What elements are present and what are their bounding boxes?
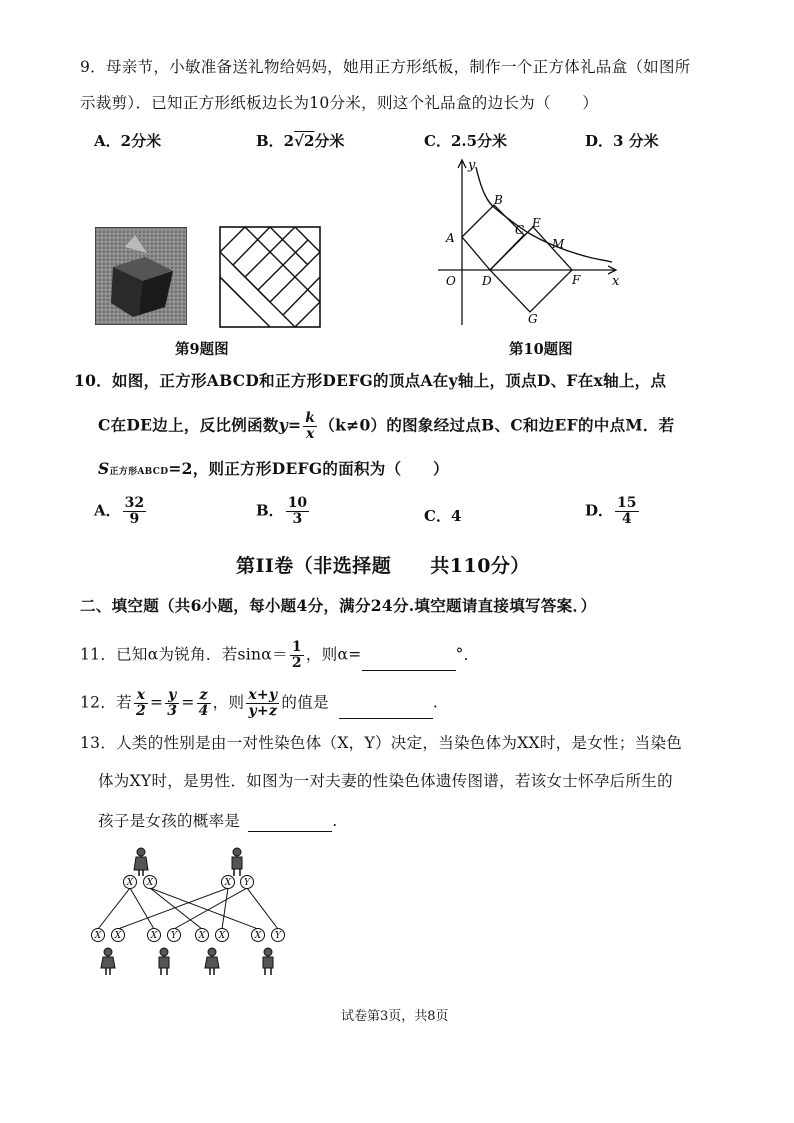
q11-mid: ，则α= <box>305 645 362 664</box>
q9-option-d: D．3 分米 <box>585 132 659 150</box>
girl-figure-1 <box>101 948 115 975</box>
q11-frac <box>290 640 304 671</box>
q12-end: . <box>432 693 439 712</box>
q12-frac-2-num: y <box>165 688 179 704</box>
q11-num: 1 <box>291 639 302 655</box>
q9-option-c: C．2.5分米 <box>424 132 508 150</box>
q10-option-c: C．4 <box>424 507 462 525</box>
mother-chromosome-2-label: X <box>146 878 154 888</box>
q10-k: k <box>305 410 316 426</box>
child-chromosome-8-label: Y <box>275 931 281 941</box>
q10-s: S <box>98 459 110 478</box>
q11-answer-blank[interactable] <box>362 654 456 671</box>
q12-frac-2-den: 3 <box>167 703 178 719</box>
child-chromosome-4-label: Y <box>171 931 177 941</box>
father-chromosome-2-label: Y <box>244 878 250 888</box>
q12-frac-1-num: x <box>134 688 148 704</box>
label-c: C <box>515 223 525 237</box>
q12-answer-blank[interactable] <box>339 702 433 719</box>
label-o: O <box>446 274 456 288</box>
q10-option-a-frac <box>123 496 146 527</box>
page-footer: 试卷第3页，共8页 <box>341 1009 449 1024</box>
girl-figure-2 <box>205 948 219 975</box>
child-chromosome-6-label: X <box>218 931 226 941</box>
father-figure <box>232 848 242 876</box>
q10-option-b-label: B． <box>256 501 284 520</box>
q13-answer-blank[interactable] <box>248 815 332 832</box>
q12 <box>80 688 438 719</box>
q10-line-2b: （k≠0）的图象经过点B、C和边EF的中点M．若 <box>319 415 675 435</box>
label-g: G <box>528 312 538 326</box>
q9-line-2: 示裁剪）．已知正方形纸板边长为10分米，则这个礼品盒的边长为（ ） <box>80 94 599 112</box>
q9-option-b <box>256 130 344 151</box>
q13-line-2: 体为XY时，是男性．如图为一对夫妻的性染色体遗传图谱，若该女士怀孕后所生的 <box>98 772 673 790</box>
q10-option-d-frac <box>615 496 638 527</box>
mother-chromosome-1-label: X <box>126 878 134 888</box>
q9-figure-caption: 第9题图 <box>175 341 229 358</box>
q11-prefix: 11．已知α为锐角．若sinα＝ <box>80 645 288 664</box>
q12-frac-4-num: x+y <box>248 687 278 703</box>
q12-prefix: 12．若 <box>80 693 132 712</box>
label-d: D <box>482 274 492 288</box>
child-chromosome-2-label: X <box>114 931 122 941</box>
q9-option-a: A．2分米 <box>94 132 162 150</box>
q9-line-1: 9．母亲节，小敏准备送礼物给妈妈，她用正方形纸板，制作一个正方体礼品盒（如图所 <box>80 58 691 76</box>
q12-frac-4 <box>246 688 279 719</box>
q10-y-eq: y= <box>278 415 302 435</box>
q10-s-subscript: 正方形ABCD <box>109 467 169 477</box>
q9-option-b-prefix: B．2 <box>256 132 295 150</box>
q10-line-3-rest: =2，则正方形DEFG的面积为（ ） <box>168 459 449 478</box>
label-e: E <box>532 216 541 230</box>
q10-figure-caption: 第10题图 <box>509 341 573 358</box>
q10-option-d-label: D． <box>585 501 614 520</box>
boy-figure-2 <box>263 948 273 975</box>
q10-option-d-den: 4 <box>621 511 632 527</box>
q10-option-b <box>256 496 311 527</box>
label-m: M <box>552 237 565 251</box>
q13-line-3-text: 孩子是女孩的概率是 <box>98 812 241 830</box>
q10-k-over-x <box>303 411 317 442</box>
label-a: A <box>446 231 455 245</box>
gift-box-photo <box>95 227 187 325</box>
q12-eq-2: = <box>181 693 195 712</box>
q10-line-3 <box>98 458 449 483</box>
q12-frac-3 <box>197 688 211 719</box>
q9-cut-diagram <box>219 226 321 328</box>
q10-option-a-num: 32 <box>124 495 145 511</box>
q12-suffix: 的值是 <box>281 693 329 712</box>
q10-line-2 <box>98 411 674 442</box>
q11-den: 2 <box>291 655 302 671</box>
label-y: y <box>468 158 476 173</box>
q13-end: . <box>332 812 338 830</box>
q11-suffix: °． <box>455 645 480 664</box>
q10-graph <box>432 155 628 330</box>
q10-line-1: 10．如图，正方形ABCD和正方形DEFG的顶点A在y轴上，顶点D、F在x轴上，点 <box>74 371 667 390</box>
q10-option-d-num: 15 <box>617 495 637 511</box>
q10-option-d <box>585 496 641 527</box>
q12-frac-3-den: 4 <box>198 703 209 719</box>
q9-option-b-suffix: 分米 <box>314 132 345 150</box>
child-chromosome-7-label: X <box>254 931 262 941</box>
q12-frac-3-num: z <box>197 688 211 704</box>
q10-option-b-frac <box>286 496 309 527</box>
q12-frac-1-den: 2 <box>135 703 146 719</box>
q12-eq-1: = <box>149 693 164 712</box>
q10-line-2a: C在DE边上，反比例函数 <box>98 415 279 435</box>
q10-option-a-den: 9 <box>129 511 140 527</box>
q12-mid: ，则 <box>212 693 245 712</box>
label-b: B <box>494 193 503 207</box>
q9-option-b-radical: √2 <box>294 132 315 150</box>
q10-option-a-label: A． <box>94 501 121 520</box>
chromosome-inheritance-diagram <box>84 846 294 978</box>
section-2-heading: 二、填空题（共6小题，每小题4分，满分24分.填空题请直接填写答案．） <box>80 596 597 615</box>
q12-frac-4-den: y+z <box>248 703 278 719</box>
q13-line-3 <box>98 810 337 832</box>
q10-option-a <box>94 496 148 527</box>
q10-x: x <box>305 426 315 442</box>
boy-figure-1 <box>159 948 169 975</box>
q10-option-b-den: 3 <box>292 511 303 527</box>
q12-frac-1 <box>134 688 148 719</box>
mother-figure <box>134 848 148 876</box>
section-2-title: 第II卷（非选择题 共110分） <box>236 555 530 577</box>
child-chromosome-3-label: X <box>150 931 158 941</box>
q10-option-b-num: 10 <box>287 495 308 511</box>
label-f: F <box>572 273 581 287</box>
q12-frac-2 <box>165 688 179 719</box>
q11 <box>80 640 479 671</box>
child-chromosome-5-label: X <box>198 931 206 941</box>
father-chromosome-1-label: X <box>224 878 232 888</box>
child-chromosome-1-label: X <box>94 931 102 941</box>
label-x: x <box>612 274 620 289</box>
q13-line-1: 13．人类的性别是由一对性染色体（X，Y）决定，当染色体为XX时，是女性；当染色 <box>80 734 683 752</box>
